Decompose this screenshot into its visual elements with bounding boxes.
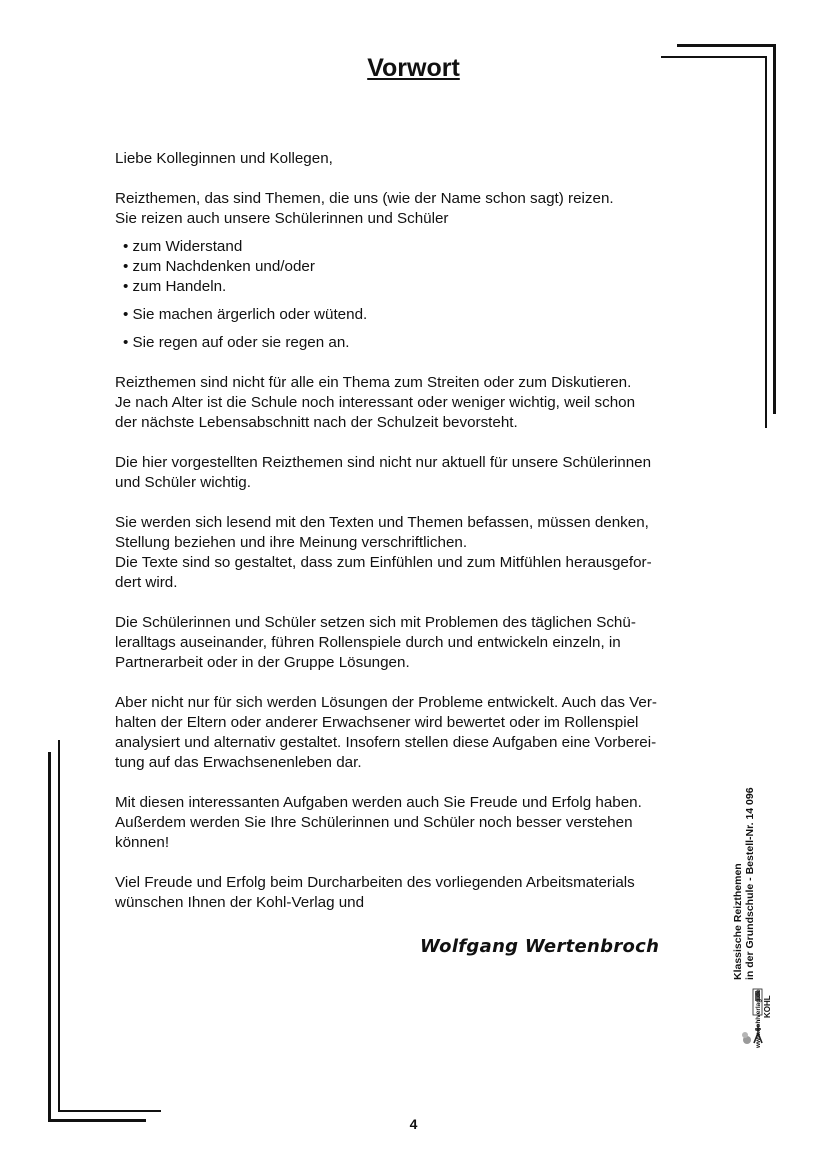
paragraph-line: analysiert und alternativ gestaltet. Insofern stellen diese Aufgaben eine Vorberei-	[115, 734, 657, 751]
paragraph-line: Außerdem werden Sie Ihre Schülerinnen und Schüler noch besser verstehen	[115, 814, 633, 831]
bullet-item: • zum Handeln.	[123, 278, 227, 295]
bullet-item: • Sie machen ärgerlich oder wütend.	[123, 306, 368, 323]
paragraph-line: Je nach Alter ist die Schule noch interessant oder weniger wichtig, weil schon	[115, 394, 636, 411]
frame-line	[58, 740, 60, 1112]
intro-line: Sie reizen auch unsere Schülerinnen und Schüler	[115, 210, 449, 227]
paragraph-line: Viel Freude und Erfolg beim Durcharbeiten des vorliegenden Arbeitsmaterials	[115, 874, 635, 891]
paragraph-line: Die hier vorgestellten Reizthemen sind nicht nur aktuell für unsere Schülerinnen	[115, 454, 652, 471]
bullet-item: • zum Widerstand	[123, 238, 243, 255]
page-number: 4	[409, 1116, 418, 1132]
logo-text: KOHL	[763, 995, 772, 1018]
side-subtitle: in der Grundschule - Bestell-Nr. 14 096	[744, 787, 756, 980]
letter-body	[115, 149, 715, 913]
paragraph-line: Stellung beziehen und ihre Meinung verschriftlichen.	[115, 534, 468, 551]
frame-line	[773, 44, 776, 414]
paragraph-line: leralltags auseinander, führen Rollenspiele durch und entwickeln einzeln, in	[115, 634, 621, 651]
bullet-item: • zum Nachdenken und/oder	[123, 258, 315, 275]
frame-line	[58, 1110, 161, 1112]
frame-line	[765, 56, 767, 428]
paragraph-line: halten der Eltern oder anderer Erwachsener wird bewertet oder im Rollenspiel	[115, 714, 639, 731]
page-title: Vorwort	[367, 54, 460, 82]
bullet-item: • Sie regen auf oder sie regen an.	[123, 334, 350, 351]
frame-line	[661, 56, 766, 58]
paragraph-line: der nächste Lebensabschnitt nach der Schulzeit bevorsteht.	[115, 414, 518, 431]
intro-line: Reizthemen, das sind Themen, die uns (wie der Name schon sagt) reizen.	[115, 190, 614, 207]
paragraph-line: können!	[115, 834, 170, 851]
signature: Wolfgang Wertenbroch	[420, 936, 660, 957]
paragraph-line: Mit diesen interessanten Aufgaben werden auch Sie Freude und Erfolg haben.	[115, 794, 642, 811]
paragraph-line: und Schüler wichtig.	[115, 474, 251, 491]
paragraph-line: Reizthemen sind nicht für alle ein Thema zum Streiten oder zum Diskutieren.	[115, 374, 632, 391]
paragraph-line: Partnerarbeit oder in der Gruppe Lösungen.	[115, 654, 410, 671]
side-title: Klassische Reizthemen	[732, 863, 744, 980]
website-text: www.kohlverlag.de	[755, 989, 762, 1048]
paragraph-line: Die Schülerinnen und Schüler setzen sich mit Problemen des täglichen Schü-	[115, 614, 636, 631]
frame-line	[48, 1119, 146, 1122]
paragraph-line: tung auf das Erwachsenenleben dar.	[115, 754, 362, 771]
paragraph-line: wünschen Ihnen der Kohl-Verlag und	[115, 894, 365, 911]
website-container	[747, 978, 762, 1048]
paragraph-line: Aber nicht nur für sich werden Lösungen der Probleme entwickelt. Auch das Ver-	[115, 694, 657, 711]
frame-line	[677, 44, 776, 47]
paragraph-line: dert wird.	[115, 574, 178, 591]
greeting: Liebe Kolleginnen und Kollegen,	[115, 150, 333, 167]
paragraph-line: Die Texte sind so gestaltet, dass zum Einfühlen und zum Mitfühlen herausgefor-	[115, 554, 652, 571]
frame-line	[48, 752, 51, 1122]
paragraph-line: Sie werden sich lesend mit den Texten und Themen befassen, müssen denken,	[115, 514, 649, 531]
